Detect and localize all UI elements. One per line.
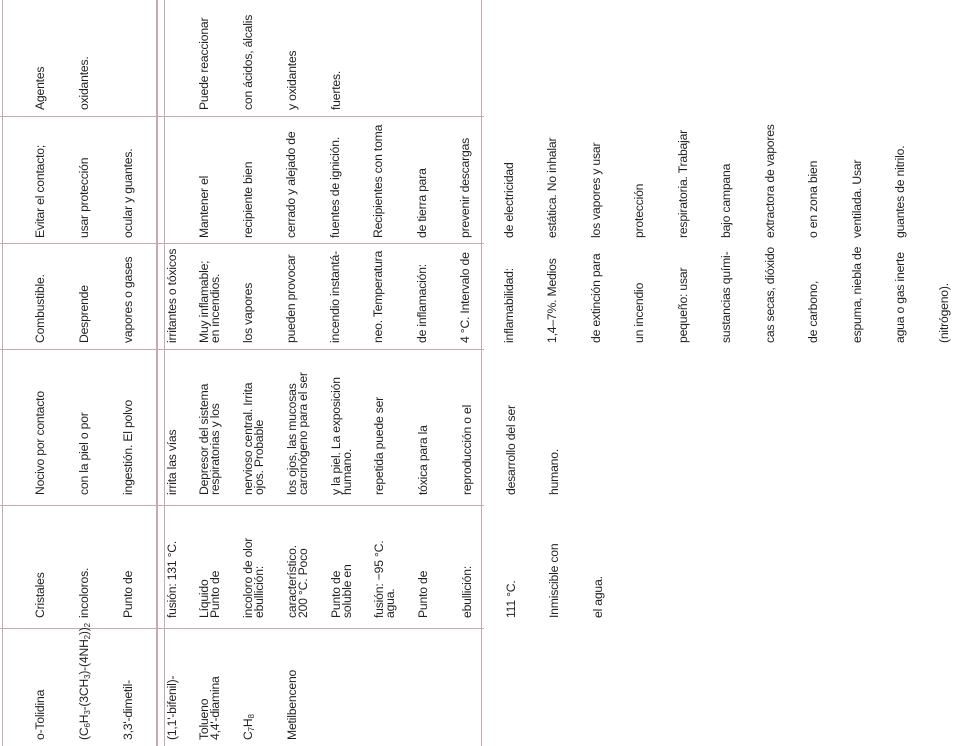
text-line: los ojos, las mucosas <box>284 383 299 495</box>
text-line: protección <box>632 183 646 238</box>
text-line: en incendios. <box>208 273 223 343</box>
column-separator <box>0 505 484 506</box>
text-line: oxidantes. <box>76 56 91 110</box>
text-line: ebullición: <box>459 565 474 618</box>
text-line: Cristales <box>33 572 48 618</box>
chemical-name: o-Tolidina <box>33 689 48 740</box>
text-line: fuertes. <box>328 70 343 110</box>
text-line: Nocivo por contacto <box>33 391 48 495</box>
text-line: Depresor del sistema <box>197 383 212 495</box>
text-line: incendio instantá- <box>327 251 342 343</box>
text-line: ojos. Probable <box>252 419 267 495</box>
text-line: bajo campana <box>719 163 733 238</box>
text-line: nervioso central. Irrita <box>240 382 255 495</box>
text-line: o en zona bien <box>806 160 820 238</box>
text-line: respiratorias y los <box>208 403 223 495</box>
tolueno-incompatibility-cell <box>168 15 372 110</box>
text-line: soluble en <box>339 564 354 618</box>
text-line: ocular y guantes. <box>120 148 135 238</box>
text-line: Líquido <box>197 579 212 618</box>
text-line: Punto de <box>416 570 431 618</box>
column-separator <box>0 349 484 350</box>
text-line: de carbono, <box>806 280 820 343</box>
column-separator <box>0 243 484 244</box>
text-line: usar protección <box>76 157 91 238</box>
text-line: incoloro de olor <box>240 537 255 618</box>
text-line: respiratoria. Trabajar <box>675 129 690 238</box>
text-line: carcinógeno para el ser <box>295 372 310 495</box>
text-line: característico. <box>284 545 299 618</box>
tolueno-health-cell <box>168 377 591 495</box>
text-line: Muy inflamable; <box>197 260 211 343</box>
text-line: neo. Temperatura <box>371 250 385 343</box>
text-line: Punto de <box>328 570 343 618</box>
text-line: extractora de vapores <box>762 124 777 238</box>
iupac-name-line: 4,4'-diamina <box>208 676 223 740</box>
text-line: sustancias quími- <box>719 251 733 343</box>
text-line: agua. <box>383 588 398 618</box>
text-line: ebullición: <box>252 565 267 618</box>
synonym-name: Metilbenceno <box>284 669 299 740</box>
text-line: Desprende <box>76 285 91 343</box>
text-line: espuma, niebla de <box>849 246 864 343</box>
text-line: estática. No inhalar <box>545 137 559 238</box>
text-line: 4 °C. Intervalo de <box>458 252 472 343</box>
text-line: Puede reaccionar <box>197 17 212 110</box>
text-line: Mantener el <box>197 175 211 238</box>
text-line: de electricidad <box>501 162 516 238</box>
text-line: con ácidos, álcalis <box>240 14 255 110</box>
text-line: irritantes o tóxicos <box>164 248 179 343</box>
text-line: inflamabilidad: <box>501 268 516 343</box>
iupac-name-line: (1,1'-bifenil)- <box>164 675 179 740</box>
text-line: Punto de <box>120 570 135 618</box>
chemical-formula: $(C_6H_3-(3CH_3)-(4NH_2))_2$ <box>76 623 92 740</box>
tolueno-handling-cell <box>168 124 937 238</box>
text-line: los vapores <box>240 282 255 343</box>
text-line: de extinción para <box>588 253 603 343</box>
text-line: pequeño: usar <box>675 267 690 343</box>
text-line: el agua. <box>591 576 606 618</box>
text-line: Punto de <box>208 570 223 618</box>
text-line: Evitar el contacto; <box>33 144 48 238</box>
text-line: fusión: −95 °C. <box>372 540 387 618</box>
text-line: irrita las vías <box>164 429 179 495</box>
text-line: ventilada. Usar <box>849 159 864 238</box>
text-line: un incendio <box>632 282 646 343</box>
text-line: y oxidantes <box>284 50 299 110</box>
text-line: cas secas, dióxido <box>762 247 777 343</box>
text-line: agua o gas inerte <box>893 252 907 343</box>
text-line: (nitrógeno). <box>936 283 951 343</box>
o-tolidina-handling-cell <box>4 145 165 238</box>
text-line: y la piel. La exposición <box>328 377 343 495</box>
text-line: con la piel o por <box>76 412 91 495</box>
text-line: de inflamación: <box>414 264 429 343</box>
iupac-name-line: 3,3'-dimetil- <box>120 679 135 740</box>
text-line: humano. <box>339 448 354 495</box>
text-line: 111 °C. <box>503 580 518 618</box>
text-line: Inmiscible con <box>547 543 562 618</box>
text-line: Agentes <box>33 66 48 110</box>
tolueno-name-cell <box>168 670 329 740</box>
text-line: incoloros. <box>76 567 91 618</box>
text-line: ingestión. El polvo <box>120 399 135 495</box>
text-line: de tierra para <box>414 168 429 238</box>
text-line: pueden provocar <box>284 254 298 343</box>
tolueno-fire-cell <box>168 247 980 343</box>
text-line: desarrollo del ser <box>503 405 518 495</box>
text-line: reproducción o el <box>459 404 474 495</box>
text-line: tóxica para la <box>416 425 431 495</box>
o-tolidina-incompatibility-cell <box>4 56 121 110</box>
text-line: humano. <box>547 448 562 495</box>
text-line: fuentes de ignición. <box>327 136 342 238</box>
text-line: los vapores y usar <box>588 142 603 238</box>
text-line: guantes de nitrilo. <box>893 145 907 238</box>
chemical-name: Tolueno <box>197 698 212 740</box>
text-line: fusión: 131 °C. <box>164 540 179 618</box>
text-line: Recipientes con toma <box>371 124 385 238</box>
tolueno-aspect-cell <box>168 538 635 618</box>
text-line: vapores o gases <box>120 256 135 343</box>
text-line: recipiente bien <box>240 161 255 238</box>
column-separator <box>0 116 484 117</box>
table-bottom-rule <box>481 0 482 746</box>
chemical-formula: $C_7H_8$ <box>240 714 256 740</box>
table-top-rule <box>2 0 3 746</box>
text-line: repetida puede ser <box>372 396 387 495</box>
text-line: Combustible. <box>33 274 48 343</box>
text-line: cerrado y alejado de <box>284 131 298 238</box>
text-line: 1,4–7%. Medios <box>545 258 559 343</box>
text-line: 200 °C. Poco <box>295 548 310 618</box>
text-line: prevenir descargas <box>458 137 472 238</box>
